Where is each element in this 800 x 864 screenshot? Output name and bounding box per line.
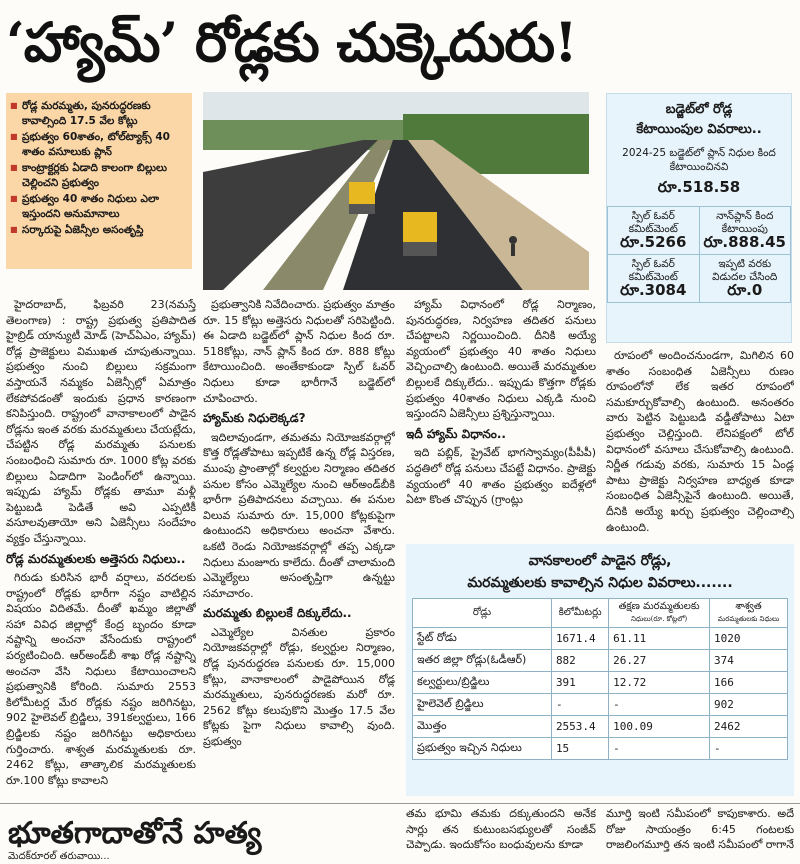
- repairs-title: వానకాలంలో పాడైన రోడ్లు, మరమ్మతులకు కావాల్సిన నిధుల వివరాలు.......: [467, 553, 733, 591]
- subheading: ఇదీ హ్యామ్ విధానం..: [406, 426, 506, 441]
- bottom-headline: భూతగాదాతోనే హత్య: [8, 816, 262, 851]
- repairs-table-box: [406, 544, 794, 796]
- budget-subtitle: 2024-25 బడ్జెట్‌లో ప్లాన్ నిధుల కింద కేటాయించినవి: [622, 147, 776, 173]
- table-row: మొత్తం 2553.4 100.09 2462: [413, 716, 788, 738]
- table-row: ప్రభుత్వం ఇచ్చిన నిధులు 15 - -: [413, 738, 788, 760]
- highlights-box: [6, 93, 192, 269]
- highlight-item: ■ కాంట్రాక్టర్లకు ఏడాది కాలంగా బిల్లులు చెల్లించని ప్రభుత్వం: [10, 161, 186, 190]
- budget-cell: స్పిల్ ఓవర్ కమిట్‌మెంట్ రూ.5266: [608, 207, 700, 255]
- table-row: స్టేట్ రోడు 1671.4 61.11 1020: [413, 628, 788, 650]
- article-column-1: హైదరాబాద్, ఫిబ్రవరి 23(నమస్తే తెలంగాణ) : రాష్ట్ర ప్రభుత్వ ప్రతిపాదిత హైబ్రిడ్ యాన్యుటీ మోడ్ (హెచ్‌ఏఎం, హ్యామ్) రోడ్ల ప్రాజెక్టులు విముఖత చూపుతున్నాయి. ప్రభుత్వం నుంచి బిల్లులు సక్రమంగా వస్తాయనే నమ్మకం ఏజెన్సీల్లో ఏమాత్రం లేకపోవడంతో ఇందుకు ప్రధాన కారణంగా కనిపిస్తుంది. రాష్ట్రంలో వానాకాలంలో పాడైన రోడ్లను ఇంత వరకు మరమ్మతులు చేయట్లేదు, చేపట్టిన రోడ్ల మరమ్మతు పనులకు సంబంధించి సుమారు రూ. 1000 కోట్ల వరకు బిల్లులు ఏడాదిగా పెండింగ్‌లో ఉన్నాయి. ఇప్పుడు హ్యామ్ రోడ్లకు తామూ మళ్లీ పెట్టుబడి పెడితే అవి ఎప్పటికీ వసూలవుతాయో అని ఏజెన్సీలు సందేహం వ్యక్తం చేస్తున్నాయి. రోడ్ల మరమ్మతులకు అత్తెసరు నిధులు.. గిరుడు కురిసిన భారీ వర్షాలు, వరదలకు రాష్ట్రంలో రోడ్లకు భారీగా నష్టం వాటిల్లిన విషయం విదితమే. దీంతో ఖమ్మం జిల్లాతో సహా వివిధ జిల్లాల్లో కేంద్ర బృందం కూడా నష్టాన్ని అంచనా వేసేందుకు రాష్ట్రంలో పర్యటించింది. ఆర్‌అండ్‌బీ శాఖ రోడ్ల నష్టాన్ని అంచనా వేసి నిధులు కేటాయించాలని ప్రభుత్వానికి కోరింది. సుమారు 2553 కిలోమీటర్ల మేర రోడ్లకు నష్టం జరిగినట్టు, 902 హైలెవల్ బ్రిడ్జిలు, 391కల్వర్టులు, 166 బ్రిడ్జిలకు నష్టం జరిగినట్టు అధికారులు గుర్తించారు. శాశ్వత మరమ్మతులకు రూ. 2462 కోట్లు, తాత్కాలిక మరమ్మతులకు రూ.100 కోట్లు కావాలని: [6, 298, 196, 787]
- bottom-column-mid: తమ భూమి తమకు దక్కుతుందని అనేక సార్లు తన కుటుంబసభ్యులతో సంజీవ్ చెప్పాడు. ఇందుకోసం బంధువులను కూడా: [406, 807, 596, 852]
- article-column-2: ప్రభుత్వానికి నివేదించారు. ప్రభుత్వం మాత్రం రూ. 15 కోట్లు అత్తెసరు నిధులతో సరిపెట్టింది. ఈ ఏడాది బడ్జెట్‌లో ప్లాన్ నిధుల కింద రూ. 518కోట్లు, నాన్ ప్లాన్ కింద రూ. 888 కోట్లు కేటాయించింది. అంతేకాకుండా స్పిల్ ఓవర్ నిధులు కూడా భారీగానే బడ్జెట్‌లో చూపించారు. హ్యామ్‌కు నిధులెక్కడ? ఇదిలావుండగా, తమతమ నియోజకవర్గాల్లో కొత్త రోడ్లతోపాటు ఇప్పటికే ఉన్న రోడ్ల విస్తరణ, ముంపు ప్రాంతాల్లో కల్వర్టుల నిర్మాణం తదితర పనుల కోసం ఎమ్మెల్యేల నుంచి ఆర్‌అండ్‌బీకి భారీగా ప్రతిపాదనలు వచ్చాయి. ఈ పనుల విలువ సుమారు రూ. 15,000 కోట్లకుపైగా ఉంటుందని అధికారులు అంచనా వేశారు. ఒకటి రెండు నియోజకవర్గాల్లో తప్ప ఎక్కడా నిధులు మంజూరు కాలేదు. దీంతో చాలామంది ఎమ్మెల్యేలు అసంతృప్తిగా ఉన్నట్టు సమాచారం. మరమ్మతు బిల్లులకే దిక్కులేదు.. ఎమ్మెల్యేల వినతుల ప్రకారం నియోజకవర్గాల్లో రోడ్లు, కల్వర్టుల నిర్మాణం, రోడ్ల పునరుద్ధరణ పనులకు రూ. 15,000 కోట్లు, వానాకాలంలో పాడైపోయిన రోడ్ల మరమ్మతులు, పునరుద్ధరణకు మరో రూ. 2562 కోట్లు కలుపుకొని మొత్తం 17.5 వేల కోట్లకు పైగా నిధులు కావాల్సి వుంది. ప్రభుత్వం: [203, 298, 395, 749]
- divider: [0, 803, 800, 804]
- highlight-item: ■ రోడ్ల మరమ్మతు, పునరుద్ధరణకు కావాల్సింది 17.5 వేల కోట్లు: [10, 99, 186, 128]
- budget-cell: ఇప్పటి వరకు విడుదల చేసింది రూ.0: [699, 255, 791, 303]
- continuation-note: మెదక్‌రూరల్ తరువాయి...: [8, 851, 110, 862]
- column-header: శాశ్వత మరమ్మతులకు నిధులు: [710, 599, 788, 628]
- budget-table: [607, 206, 791, 303]
- table-row: ఇతర జిల్లా రోడ్లు(ఓడీఆర్) 882 26.27 374: [413, 650, 788, 672]
- subheading: మరమ్మతు బిల్లులకే దిక్కులేదు..: [203, 606, 352, 621]
- column-header: కిలోమీటర్లు: [551, 599, 608, 628]
- repairs-table: [412, 598, 788, 760]
- subheading: రోడ్ల మరమ్మతులకు అత్తెసరు నిధులు..: [6, 551, 186, 566]
- column-header: రోడ్లు: [413, 599, 552, 628]
- article-column-3: హ్యామ్ విధానంలో రోడ్ల నిర్మాణం, పునరుద్ధరణ, నిర్వహణ తదితర పనులు చేపట్టాలని నిర్ణయించింది. దీనికి అయ్యే వ్యయంలో ప్రభుత్వం 40 శాతం నిధులు వెచ్చించాల్సి ఉంటుంది. అయితే మరమ్మతుల బిల్లులకే దిక్కులేదు.. ఇప్పుడు కొత్తగా రోడ్లకు ప్రభుత్వం 40శాతం నిధులు ఎక్కడి నుంచి ఇస్తుందని ఏజెన్సీలు ప్రశ్నిస్తున్నాయి. ఇదీ హ్యామ్ విధానం.. ఇది పబ్లిక్, ప్రైవేట్ భాగస్వామ్యం(పీపీపీ) పద్ధతిలో రోడ్ల పనులు చేపట్టే విధానం. ప్రాజెక్టు వ్యయంలో 40 శాతం ప్రభుత్వం ఐదేళ్లలో ఏటా కొంత చొప్పున (గ్రాంట్లు: [406, 298, 596, 507]
- table-row: కల్వర్టులు/బ్రిడ్జిలు 391 12.72 166: [413, 672, 788, 694]
- budget-cell: నాన్‌ప్లాన్ కింద కేటాయింపు రూ.888.45: [699, 207, 791, 255]
- bottom-column-right: మూర్తి ఇంటి సమీపంలో కాపుకాశారు. అదే రోజు సాయంత్రం 6:45 గంటలకు రాజలింగమూర్తి తన ఇంటి సమీపంలో రాగానే: [606, 807, 794, 852]
- highlight-item: ■ ప్రభుత్వం 60శాతం, టోల్‌ట్యాక్స్ 40 శాతం వసూలుకు ప్లాన్: [10, 130, 186, 159]
- column-header: తక్షణ మరమ్మతులకు నిధులు(రూ. కోట్లలో): [609, 599, 710, 628]
- highlight-item: ■ ప్రభుత్వం 40 శాతం నిధులు ఎలా ఇస్తుందని అనుమానాలు: [10, 192, 186, 221]
- headline: ‘హ్యామ్’ రోడ్లకు చుక్కెదురు!: [6, 10, 577, 74]
- budget-allocation-box: [606, 93, 792, 343]
- table-row: హైలెవెల్ బ్రిడ్జిలు - - 902: [413, 694, 788, 716]
- road-roller-photo: [203, 92, 589, 290]
- budget-title: బడ్జెట్‌లో రోడ్ల కేటాయింపుల వివరాలు..: [636, 102, 762, 137]
- highlight-item: ■ సర్కారుపై ఏజెన్సీల అసంతృప్తి: [10, 223, 186, 238]
- article-column-4: రూపంలో అందించనుండగా, మిగిలిన 60 శాతం సంబంధిత ఏజెన్సీలు రుణం రూపంలోనో లేక ఇతర రూపంలో సమకూర్చుకోవాల్సి ఉంటుంది. అనంతరం వారు పెట్టిన పెట్టుబడి వడ్డీతోపాటు ఏటా ప్రభుత్వం చెల్లిస్తుంది. లేనిపక్షంలో టోల్ విధానంలో వసూలు చేసుకోవాల్సి ఉంటుంది. నిర్ణీత గడువు వరకు, సుమారు 15 ఏండ్ల పాటు ప్రాజెక్టు నిర్వహణ బాధ్యత కూడా సంబంధిత ఏజెన్సీపైనే ఉంటుంది. అయితే, దీనికి అయ్యే ఖర్చు ప్రభుత్వం చెల్లించాల్సి ఉంటుంది.: [606, 349, 794, 534]
- budget-cell: స్పిల్ ఓవర్ కమిట్‌మెంట్ రూ.3084: [608, 255, 700, 303]
- subheading: హ్యామ్‌కు నిధులెక్కడ?: [203, 411, 306, 426]
- plan-amount: రూ.518.58: [657, 178, 741, 196]
- road-photo: [203, 92, 589, 290]
